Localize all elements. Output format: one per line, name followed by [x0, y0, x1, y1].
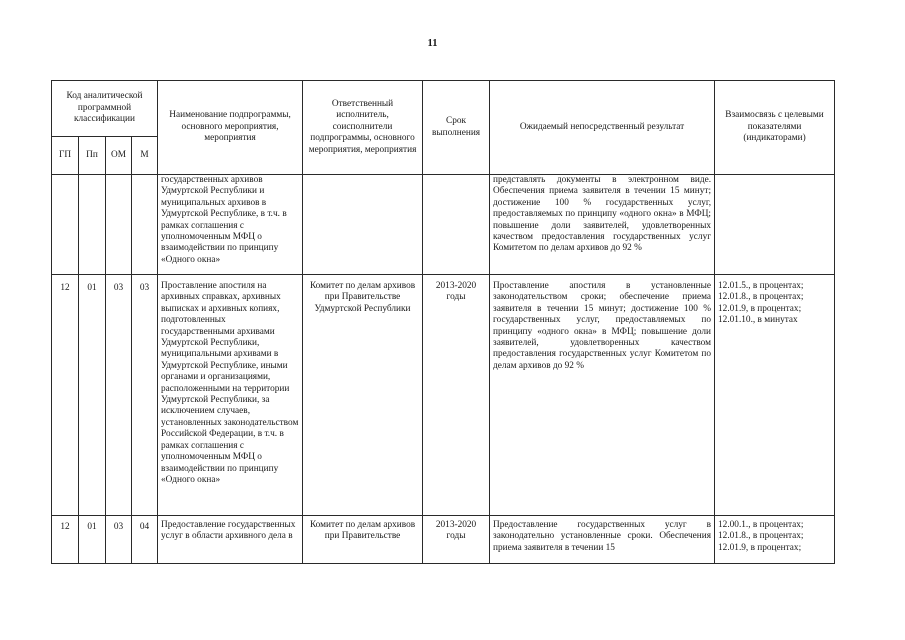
cell-result: Предоставление государственных услуг в законодательно установленные сроки. Обеспечения приема заявителя в течении 15: [490, 516, 715, 564]
header-code-om: ОМ: [106, 137, 132, 175]
cell-name: Проставление апостиля на архивных справках, архивных выписках и архивных копиях, подготовленных государственными архивами Удмуртской Республики, муниципальными архивами в Удмуртской Республике, иными органами и организациями, расположенными на территории Удмуртской Республики, за исключением случаев, установленных законодательством Российской Федерации, в т.ч. в рамках соглашения с уполномоченным МФЦ о взаимодействии по принципу «Одного окна»: [158, 275, 303, 516]
cell-m: 04: [132, 516, 158, 564]
indicator-item: 12.01.8., в процентах;: [718, 531, 804, 542]
cell-term: [423, 175, 490, 275]
cell-indicators: [715, 175, 835, 275]
indicator-item: 12.01.5., в процентах;: [718, 281, 804, 291]
cell-gp: 12: [52, 516, 79, 564]
table-row: [52, 516, 835, 564]
cell-name: государственных архивов Удмуртской Республики и муниципальных архивов в Удмуртской Республике, в т.ч. в рамках соглашения с уполномоченным МФЦ о взаимодействии по принципу «Одного окна»: [158, 175, 303, 275]
indicator-item: 12.01.9, в процентах;: [718, 542, 802, 553]
cell-om: 03: [106, 516, 132, 564]
cell-name: Предоставление государственных услуг в области архивного дела в: [158, 516, 303, 564]
cell-m: [132, 175, 158, 275]
table-row: [52, 175, 835, 275]
header-term: Срок выполнения: [423, 81, 490, 175]
table-row: [52, 275, 835, 516]
header-executor: Ответственный исполнитель, соисполнители подпрограммы, основного мероприятия, мероприятия: [303, 81, 423, 175]
cell-executor: Комитет по делам архивов при Правительстве: [303, 516, 423, 564]
header-code-gp: ГП: [52, 137, 79, 175]
cell-executor: Комитет по делам архивов при Правительстве Удмуртской Республики: [303, 275, 423, 516]
indicator-item: 12.01.10., в минутах: [718, 315, 798, 326]
header-code-m: М: [132, 137, 158, 175]
header-code-pp: Пп: [79, 137, 106, 175]
cell-om: [106, 175, 132, 275]
indicator-item: 12.01.9, в процентах;: [718, 303, 802, 314]
cell-gp: 12: [52, 275, 79, 516]
cell-pp: [79, 175, 106, 275]
page-number: 11: [427, 38, 438, 49]
indicator-item: 12.01.8., в процентах;: [718, 292, 804, 303]
indicator-item: 12.00.1., в процентах;: [718, 520, 804, 530]
program-table: [51, 80, 835, 564]
cell-indicators: [715, 275, 835, 516]
cell-gp: [52, 175, 79, 275]
header-result: Ожидаемый непосредственный результат: [490, 81, 715, 175]
cell-term: 2013-2020 годы: [423, 516, 490, 564]
header-name: Наименование подпрограммы, основного мероприятия, мероприятия: [158, 81, 303, 175]
header-code-group: Код аналитической программной классификации: [52, 81, 158, 137]
cell-m: 03: [132, 275, 158, 516]
cell-indicators: [715, 516, 835, 564]
header-indicators: Взаимосвязь с целевыми показателями (индикаторами): [715, 81, 835, 175]
cell-term: 2013-2020 годы: [423, 275, 490, 516]
cell-pp: 01: [79, 275, 106, 516]
cell-result: Проставление апостиля в установленные законодательством сроки; обеспечение приема заявителя в течении 15 минут; достижение 100 % государственных услуг, предоставляемых по принципу «одного окна» в МФЦ; повышение доли заявителей, удовлетворенных качеством предоставления государственных услуг Комитетом по делам архивов до 92 %: [490, 275, 715, 516]
cell-executor: [303, 175, 423, 275]
cell-result: представлять документы в электронном виде. Обеспечения приема заявителя в течении 15 минут; достижение 100 % государственных услуг, предоставляемых по принципу «одного окна» в МФЦ; повышение доли заявителей, удовлетворенных качеством предоставления государственных услуг Комитетом по делам архивов до 92 %: [490, 175, 715, 275]
cell-pp: 01: [79, 516, 106, 564]
cell-om: 03: [106, 275, 132, 516]
